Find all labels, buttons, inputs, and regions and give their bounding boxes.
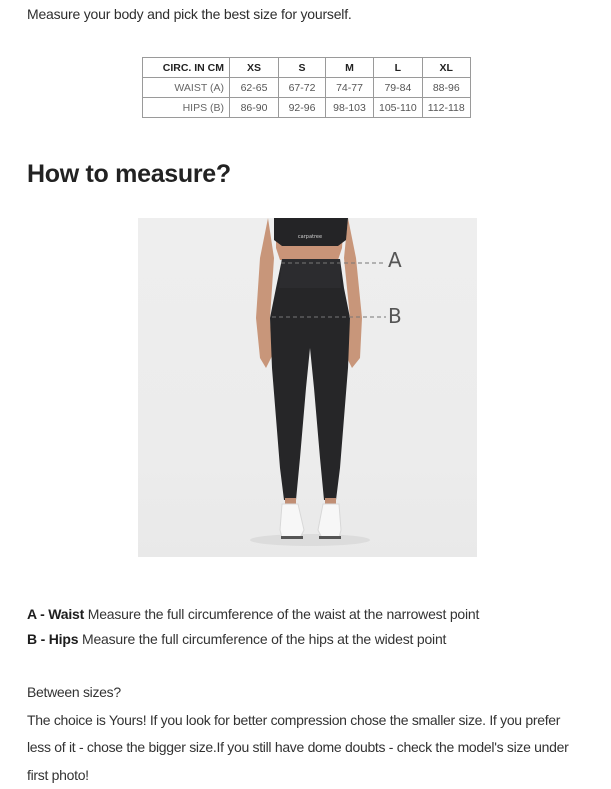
table-cell: 88-96 bbox=[422, 78, 470, 98]
row-label: WAIST (A) bbox=[143, 78, 230, 98]
marker-b-label: B bbox=[388, 304, 402, 328]
header-cell: CIRC. IN CM bbox=[143, 58, 230, 78]
table-cell: 112-118 bbox=[422, 98, 470, 118]
between-sizes-question: Between sizes? bbox=[27, 679, 587, 707]
size-chart-table bbox=[142, 57, 471, 118]
intro-text: Measure your body and pick the best size for yourself. bbox=[27, 6, 352, 22]
table-header-row bbox=[143, 58, 471, 78]
header-cell: L bbox=[374, 58, 423, 78]
table-cell: 62-65 bbox=[230, 78, 279, 98]
table-cell: 67-72 bbox=[279, 78, 326, 98]
bra-logo: carpatree bbox=[298, 234, 322, 240]
legend-key: B - Hips bbox=[27, 631, 78, 647]
table-cell: 79-84 bbox=[374, 78, 423, 98]
legend-item-hips bbox=[27, 627, 479, 652]
between-sizes-note bbox=[27, 679, 587, 789]
table-row bbox=[143, 78, 471, 98]
header-cell: XS bbox=[230, 58, 279, 78]
marker-a-label: A bbox=[388, 248, 402, 272]
table-cell: 105-110 bbox=[374, 98, 423, 118]
measurement-photo bbox=[138, 218, 477, 557]
legend-item-waist bbox=[27, 602, 479, 627]
model-illustration bbox=[138, 218, 477, 557]
table-cell: 92-96 bbox=[279, 98, 326, 118]
table-cell: 74-77 bbox=[326, 78, 374, 98]
measurement-legend bbox=[27, 602, 479, 652]
between-sizes-answer: The choice is Yours! If you look for better compression chose the smaller size. If you prefer less of it - chose the bigger size.If you still have dome doubts - check the model's size under first photo! bbox=[27, 707, 587, 789]
header-cell: S bbox=[279, 58, 326, 78]
legend-text: Measure the full circumference of the waist at the narrowest point bbox=[84, 606, 479, 622]
legend-text: Measure the full circumference of the hips at the widest point bbox=[78, 631, 446, 647]
legend-key: A - Waist bbox=[27, 606, 84, 622]
table-cell: 86-90 bbox=[230, 98, 279, 118]
header-cell: M bbox=[326, 58, 374, 78]
row-label: HIPS (B) bbox=[143, 98, 230, 118]
table-cell: 98-103 bbox=[326, 98, 374, 118]
header-cell: XL bbox=[422, 58, 470, 78]
section-title: How to measure? bbox=[27, 160, 231, 189]
table-row bbox=[143, 98, 471, 118]
